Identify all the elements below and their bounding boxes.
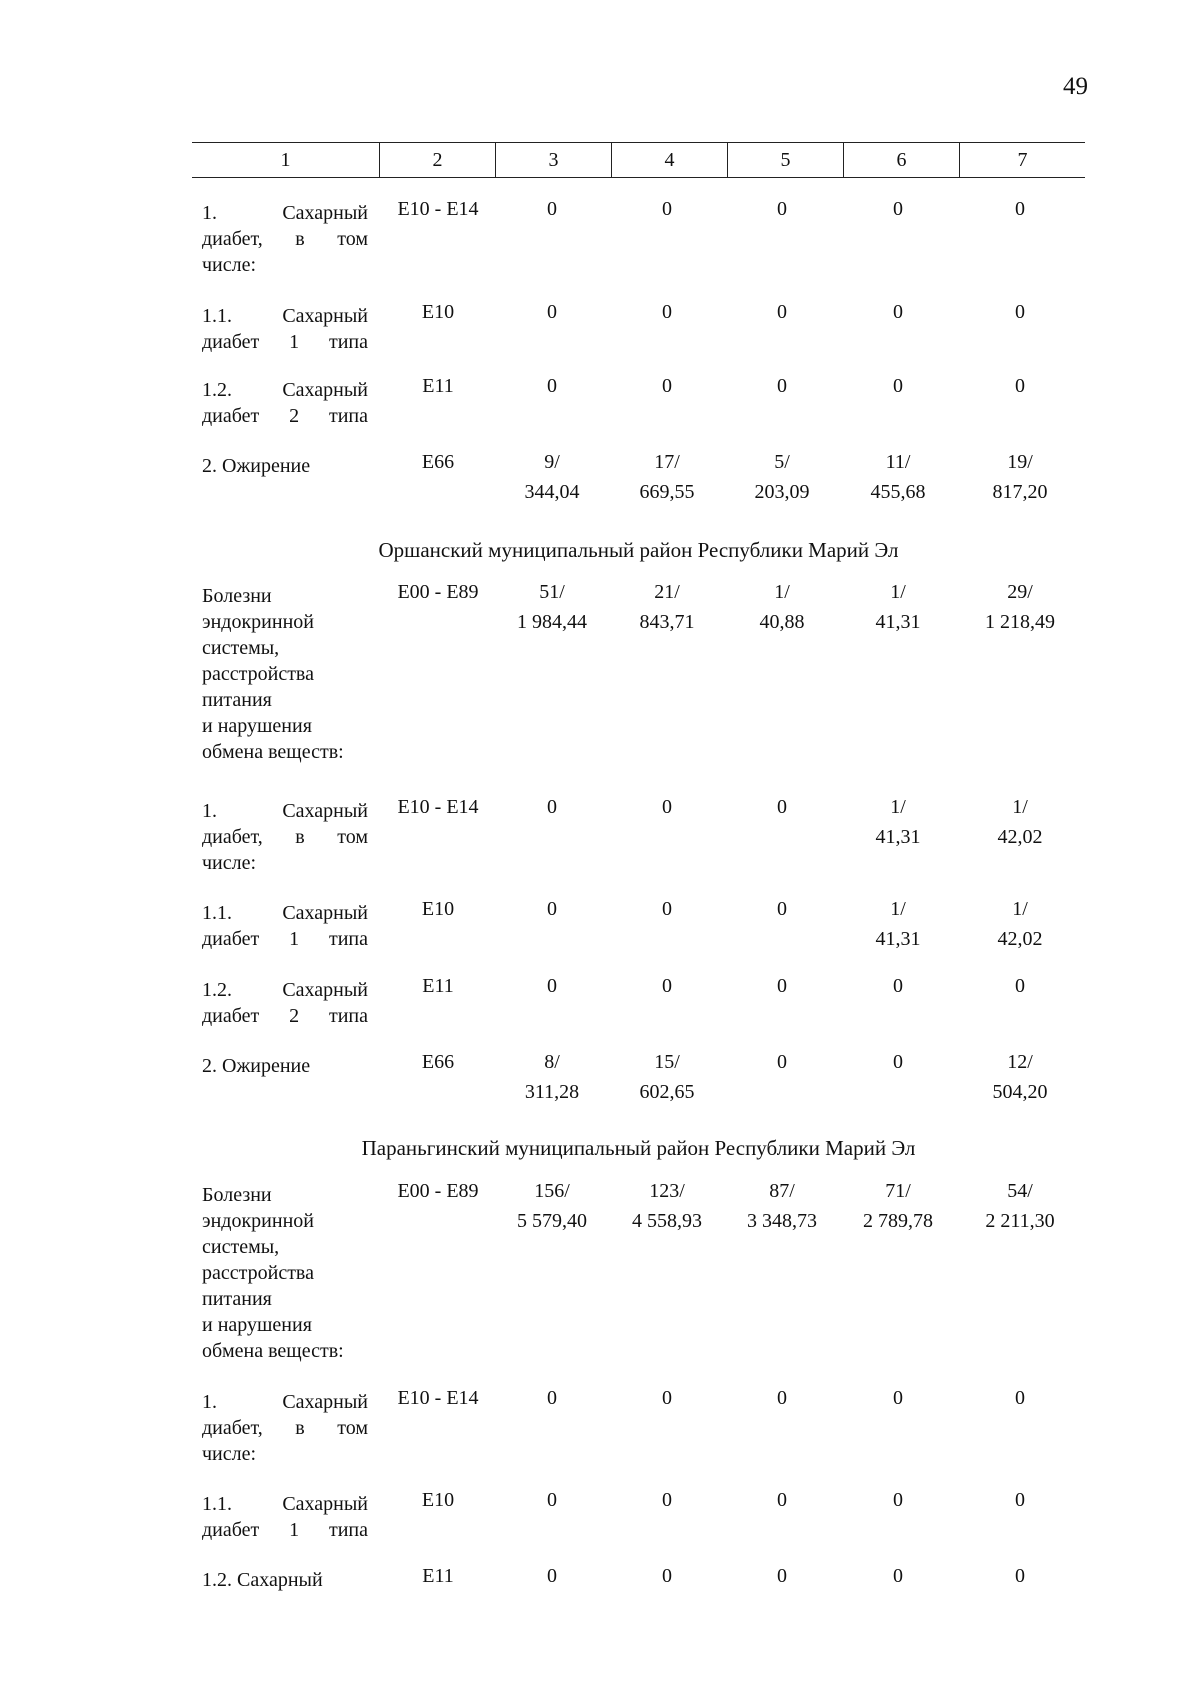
value-line: 42,02 — [997, 928, 1043, 950]
value-line: 19/ — [1007, 451, 1033, 473]
value-cell — [612, 792, 722, 822]
value-line: 0 — [777, 1051, 787, 1073]
row-name-line: расстройства — [202, 663, 314, 685]
value-line: 0 — [662, 1565, 672, 1587]
value-line: 71/ — [885, 1180, 911, 1202]
value-line: 42,02 — [997, 826, 1043, 848]
value-line: 9/ — [544, 451, 560, 473]
value-line: 0 — [777, 1565, 787, 1587]
value-line: 0 — [893, 1489, 903, 1511]
value-cell — [612, 447, 722, 507]
value-line: 0 — [547, 796, 557, 818]
value-line: 0 — [1015, 198, 1025, 220]
value-line: 843,71 — [639, 611, 695, 633]
value-cell — [965, 577, 1075, 637]
value-line: 0 — [662, 198, 672, 220]
row-name-line: и нарушения — [202, 1314, 312, 1336]
icd-code: E10 — [421, 898, 455, 920]
value-cell — [497, 1485, 607, 1515]
row-name — [202, 1389, 368, 1467]
value-line: 602,65 — [639, 1081, 695, 1103]
row-name-line: диабет, в том — [202, 826, 368, 848]
icd-code: E10 - E14 — [397, 1387, 479, 1409]
row-name — [202, 1053, 368, 1079]
row-name-line: системы, — [202, 1236, 280, 1258]
value-cell — [727, 371, 837, 401]
row-name-line: 1.2. Сахарный — [202, 1569, 323, 1591]
value-cell — [965, 1047, 1075, 1107]
value-line: 0 — [662, 1387, 672, 1409]
value-cell — [497, 447, 607, 507]
value-cell — [965, 297, 1075, 327]
value-cell — [843, 1047, 953, 1077]
value-line: 0 — [893, 1565, 903, 1587]
value-cell — [965, 792, 1075, 852]
value-line: 0 — [662, 975, 672, 997]
value-cell — [612, 1561, 722, 1591]
value-cell — [612, 194, 722, 224]
value-line: 0 — [547, 375, 557, 397]
icd-code: E11 — [422, 375, 454, 397]
value-cell — [843, 297, 953, 327]
row-name-line: эндокринной — [202, 611, 314, 633]
value-line: 0 — [662, 1489, 672, 1511]
row-name-line: диабет 1 типа — [202, 928, 368, 950]
value-cell — [727, 1176, 837, 1236]
value-cell — [727, 1383, 837, 1413]
value-line: 41,31 — [875, 928, 921, 950]
value-line: 4 558,93 — [632, 1210, 702, 1232]
row-name-line: числе: — [202, 254, 257, 276]
value-cell — [497, 971, 607, 1001]
value-line: 1 218,49 — [985, 611, 1055, 633]
value-line: 2 211,30 — [985, 1210, 1055, 1232]
value-line: 817,20 — [992, 481, 1048, 503]
value-cell — [843, 1485, 953, 1515]
value-cell — [727, 971, 837, 1001]
value-cell — [727, 792, 837, 822]
value-cell — [843, 971, 953, 1001]
icd-code: E10 — [421, 1489, 455, 1511]
value-cell — [727, 1561, 837, 1591]
value-cell — [612, 971, 722, 1001]
icd-code: E10 — [421, 301, 455, 323]
value-cell — [965, 971, 1075, 1001]
value-line: 0 — [1015, 1489, 1025, 1511]
value-cell — [727, 194, 837, 224]
value-cell — [497, 1561, 607, 1591]
value-line: 1/ — [890, 581, 906, 603]
icd-code: E11 — [422, 975, 454, 997]
value-cell — [843, 577, 953, 637]
row-name — [202, 200, 368, 278]
value-line: 504,20 — [992, 1081, 1048, 1103]
value-line: 1/ — [774, 581, 790, 603]
icd-code: E10 - E14 — [397, 198, 479, 220]
value-line: 0 — [893, 1387, 903, 1409]
value-cell — [965, 447, 1075, 507]
value-line: 0 — [547, 1489, 557, 1511]
value-line: 41,31 — [875, 826, 921, 848]
value-line: 1 984,44 — [517, 611, 587, 633]
value-cell — [497, 297, 607, 327]
value-cell — [843, 894, 953, 954]
row-name-line: 1.1. Сахарный — [202, 1493, 368, 1515]
column-number: 5 — [727, 143, 843, 177]
row-name-line: обмена веществ: — [202, 741, 344, 763]
value-cell — [965, 894, 1075, 954]
value-cell — [727, 447, 837, 507]
value-cell — [843, 1176, 953, 1236]
value-cell — [727, 1047, 837, 1077]
value-cell — [843, 371, 953, 401]
value-line: 344,04 — [524, 481, 580, 503]
value-line: 0 — [777, 375, 787, 397]
value-line: 0 — [547, 898, 557, 920]
value-cell — [965, 1176, 1075, 1236]
value-line: 0 — [547, 1565, 557, 1587]
icd-code: E66 — [421, 1051, 455, 1073]
value-line: 1/ — [890, 898, 906, 920]
value-cell — [727, 1485, 837, 1515]
row-name-line: Болезни — [202, 1184, 272, 1206]
column-number: 7 — [959, 143, 1085, 177]
value-line: 0 — [662, 796, 672, 818]
row-name — [202, 1567, 368, 1593]
row-name-line: расстройства — [202, 1262, 314, 1284]
value-cell — [612, 1176, 722, 1236]
value-line: 40,88 — [759, 611, 805, 633]
value-cell — [965, 1561, 1075, 1591]
row-name-line: числе: — [202, 1443, 257, 1465]
value-line: 0 — [1015, 975, 1025, 997]
value-line: 51/ — [539, 581, 565, 603]
value-cell — [497, 894, 607, 924]
icd-code: E66 — [421, 451, 455, 473]
value-cell — [612, 1383, 722, 1413]
value-cell — [612, 297, 722, 327]
value-line: 0 — [1015, 1387, 1025, 1409]
value-line: 21/ — [654, 581, 680, 603]
row-name — [202, 900, 368, 952]
row-name-line: 1.1. Сахарный — [202, 305, 368, 327]
row-name-line: числе: — [202, 852, 257, 874]
row-name-line: обмена веществ: — [202, 1340, 344, 1362]
row-name — [202, 453, 368, 479]
column-number: 6 — [843, 143, 959, 177]
row-name-line: Болезни — [202, 585, 272, 607]
row-name-line: и нарушения — [202, 715, 312, 737]
row-name-line: диабет, в том — [202, 228, 368, 250]
value-line: 41,31 — [875, 611, 921, 633]
value-line: 203,09 — [754, 481, 810, 503]
icd-code: E11 — [422, 1565, 454, 1587]
value-cell — [497, 194, 607, 224]
value-line: 0 — [547, 975, 557, 997]
value-cell — [727, 577, 837, 637]
value-line: 0 — [777, 975, 787, 997]
value-line: 0 — [662, 375, 672, 397]
value-line: 54/ — [1007, 1180, 1033, 1202]
value-line: 0 — [547, 301, 557, 323]
column-number: 1 — [280, 149, 291, 171]
section-title: Оршанский муниципальный район Республики Марий Эл — [378, 538, 899, 562]
row-name — [202, 1182, 368, 1364]
value-line: 5/ — [774, 451, 790, 473]
value-cell — [843, 194, 953, 224]
icd-code: E10 - E14 — [397, 796, 479, 818]
table-column-numbers — [192, 142, 1085, 178]
value-line: 669,55 — [639, 481, 695, 503]
icd-code: E00 - E89 — [397, 581, 479, 603]
value-line: 15/ — [654, 1051, 680, 1073]
value-cell — [497, 1176, 607, 1236]
row-name-line: эндокринной — [202, 1210, 314, 1232]
value-line: 455,68 — [870, 481, 926, 503]
row-name-line: 1.2. Сахарный — [202, 379, 368, 401]
value-cell — [612, 577, 722, 637]
row-name-line: 1.1. Сахарный — [202, 902, 368, 924]
value-line: 0 — [547, 198, 557, 220]
value-line: 0 — [777, 198, 787, 220]
value-cell — [497, 1383, 607, 1413]
row-name-line: диабет 1 типа — [202, 331, 368, 353]
value-cell — [612, 1485, 722, 1515]
value-line: 8/ — [544, 1051, 560, 1073]
value-line: 0 — [893, 198, 903, 220]
row-name-line: 2. Ожирение — [202, 455, 311, 477]
row-name — [202, 303, 368, 355]
value-line: 0 — [777, 301, 787, 323]
page-number: 49 — [1063, 73, 1088, 100]
column-number: 3 — [495, 143, 611, 177]
value-cell — [965, 194, 1075, 224]
value-cell — [727, 894, 837, 924]
value-line: 0 — [1015, 375, 1025, 397]
value-line: 5 579,40 — [517, 1210, 587, 1232]
value-cell — [843, 447, 953, 507]
row-name — [202, 977, 368, 1029]
row-name-line: питания — [202, 1288, 272, 1310]
value-line: 0 — [777, 898, 787, 920]
icd-code: E00 - E89 — [397, 1180, 479, 1202]
value-line: 3 348,73 — [747, 1210, 817, 1232]
row-name-line: питания — [202, 689, 272, 711]
value-line: 29/ — [1007, 581, 1033, 603]
value-cell — [612, 1047, 722, 1107]
value-line: 311,28 — [524, 1081, 580, 1103]
value-line: 87/ — [769, 1180, 795, 1202]
row-name-line: 1. Сахарный — [202, 800, 368, 822]
row-name-line: 1.2. Сахарный — [202, 979, 368, 1001]
value-line: 123/ — [649, 1180, 685, 1202]
row-name-line: системы, — [202, 637, 280, 659]
value-line: 0 — [662, 898, 672, 920]
column-number: 4 — [611, 143, 727, 177]
row-name-line: диабет 1 типа — [202, 1519, 368, 1541]
column-number: 2 — [379, 143, 495, 177]
value-line: 0 — [777, 1489, 787, 1511]
value-cell — [843, 1383, 953, 1413]
value-cell — [612, 371, 722, 401]
value-line: 0 — [1015, 301, 1025, 323]
value-line: 0 — [893, 975, 903, 997]
value-line: 1/ — [1012, 796, 1028, 818]
value-line: 0 — [777, 796, 787, 818]
value-line: 0 — [893, 301, 903, 323]
value-line: 0 — [662, 301, 672, 323]
value-cell — [843, 1561, 953, 1591]
row-name-line: диабет, в том — [202, 1417, 368, 1439]
value-cell — [497, 792, 607, 822]
value-line: 0 — [893, 1051, 903, 1073]
row-name-line: 2. Ожирение — [202, 1055, 311, 1077]
value-line: 1/ — [1012, 898, 1028, 920]
value-line: 17/ — [654, 451, 680, 473]
row-name-line: 1. Сахарный — [202, 1391, 368, 1413]
value-cell — [965, 371, 1075, 401]
value-cell — [965, 1485, 1075, 1515]
value-cell — [965, 1383, 1075, 1413]
value-cell — [497, 371, 607, 401]
value-line: 0 — [1015, 1565, 1025, 1587]
value-cell — [843, 792, 953, 852]
value-cell — [612, 894, 722, 924]
value-line: 11/ — [885, 451, 911, 473]
value-line: 0 — [547, 1387, 557, 1409]
value-line: 1/ — [890, 796, 906, 818]
value-line: 2 789,78 — [863, 1210, 933, 1232]
value-line: 156/ — [534, 1180, 570, 1202]
value-cell — [727, 297, 837, 327]
value-line: 0 — [893, 375, 903, 397]
row-name-line: диабет 2 типа — [202, 405, 368, 427]
row-name-line: диабет 2 типа — [202, 1005, 368, 1027]
value-line: 0 — [777, 1387, 787, 1409]
value-line: 12/ — [1007, 1051, 1033, 1073]
value-cell — [497, 577, 607, 637]
row-name — [202, 1491, 368, 1543]
row-name — [202, 377, 368, 429]
row-name — [202, 583, 368, 765]
value-cell — [497, 1047, 607, 1107]
row-name-line: 1. Сахарный — [202, 202, 368, 224]
section-title: Параньгинский муниципальный район Республики Марий Эл — [361, 1136, 916, 1160]
row-name — [202, 798, 368, 876]
